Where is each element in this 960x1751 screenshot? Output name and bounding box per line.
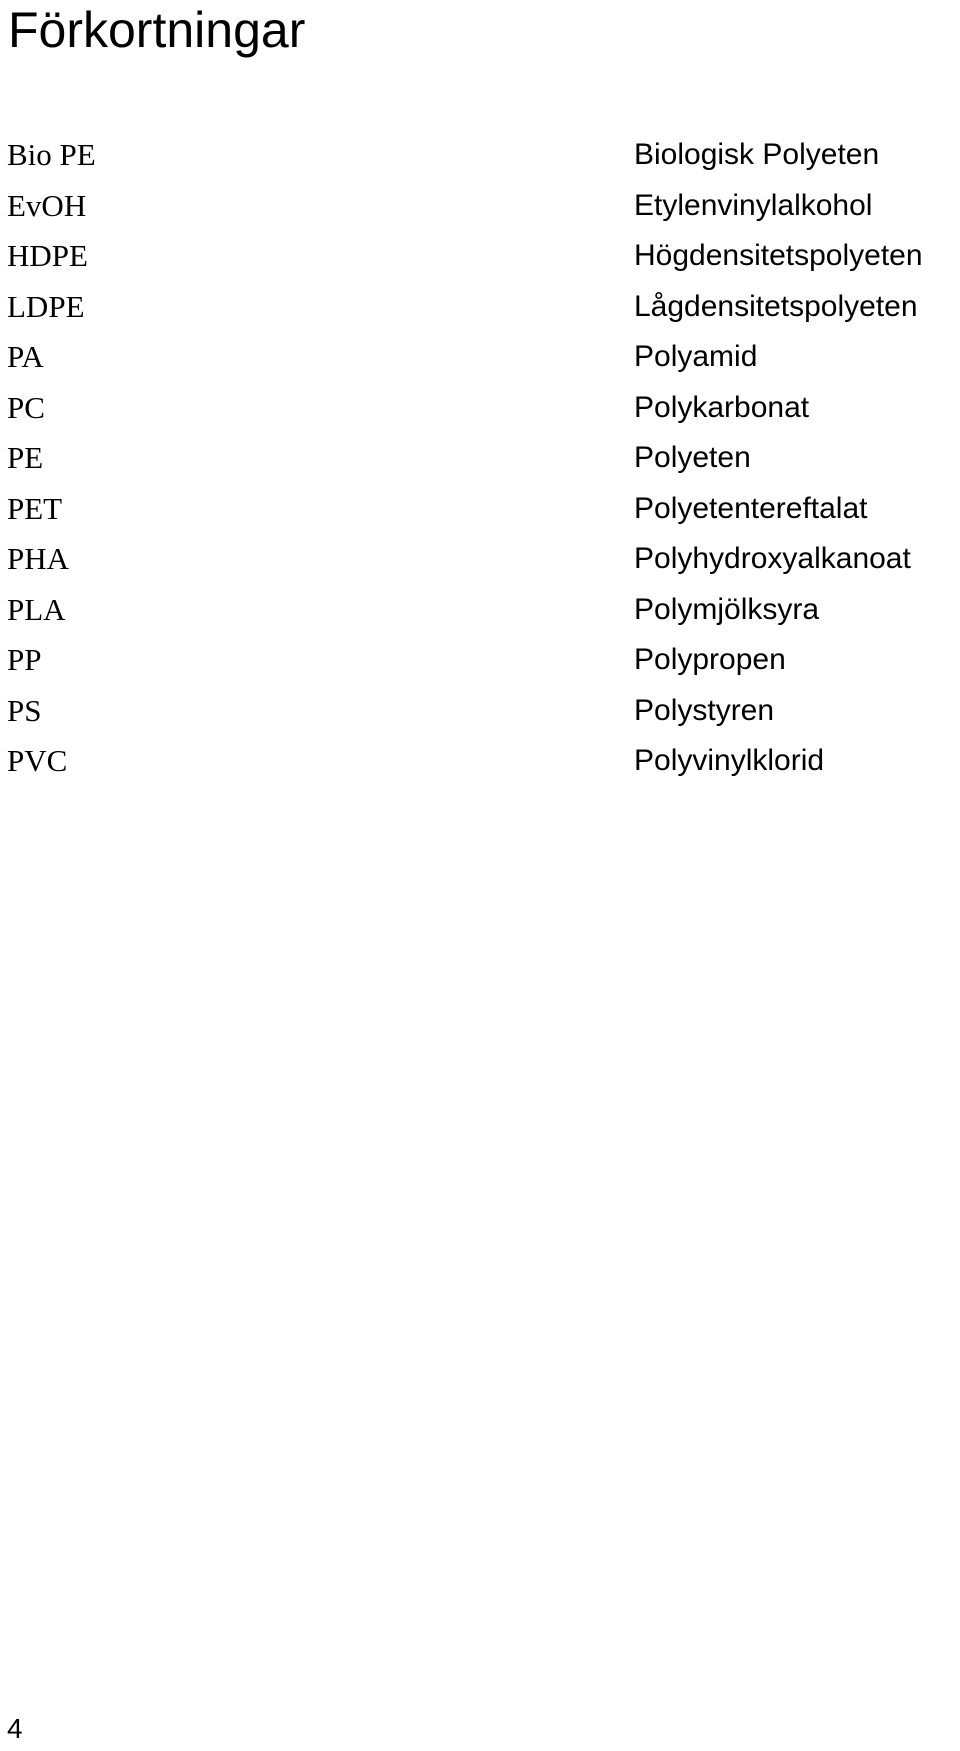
abbreviation-meaning: Lågdensitetspolyeten — [634, 289, 918, 323]
abbreviation-row — [0, 338, 960, 389]
abbreviation-meaning: Biologisk Polyeten — [634, 138, 880, 171]
abbreviation-meaning: Polystyren — [634, 693, 775, 727]
abbreviation-term: PP — [7, 642, 42, 677]
abbreviation-term: PE — [7, 440, 44, 475]
abbreviation-row — [0, 591, 960, 642]
abbreviation-meaning: Polykarbonat — [634, 390, 810, 424]
abbreviation-row — [0, 540, 960, 591]
abbreviation-row — [0, 288, 960, 339]
abbreviation-meaning: Polymjölksyra — [634, 592, 820, 626]
abbreviation-term: PVC — [7, 743, 68, 778]
abbreviation-meaning: Polyetentereftalat — [634, 491, 868, 525]
abbreviation-list — [0, 136, 960, 793]
page-number: 4 — [7, 1713, 23, 1744]
abbreviation-row — [0, 136, 960, 187]
abbreviation-row — [0, 692, 960, 743]
page-title: Förkortningar — [8, 2, 306, 58]
abbreviation-term: LDPE — [7, 288, 85, 324]
abbreviation-term: PS — [7, 692, 42, 728]
abbreviation-term: PLA — [7, 591, 66, 627]
abbreviation-term: Bio PE — [7, 137, 96, 172]
abbreviation-row — [0, 490, 960, 541]
abbreviation-term: HDPE — [7, 238, 88, 273]
abbreviation-row — [0, 187, 960, 238]
abbreviation-meaning: Etylenvinylalkohol — [634, 188, 873, 222]
abbreviation-row — [0, 439, 960, 490]
abbreviation-meaning: Högdensitetspolyeten — [634, 239, 923, 272]
abbreviation-meaning: Polypropen — [634, 643, 786, 676]
abbreviation-row — [0, 389, 960, 440]
abbreviation-term: PET — [7, 490, 63, 526]
abbreviation-term: PC — [7, 389, 45, 425]
abbreviation-term: EvOH — [7, 187, 87, 223]
abbreviation-term: PA — [7, 339, 44, 374]
abbreviation-meaning: Polyamid — [634, 340, 758, 373]
abbreviation-meaning: Polyeten — [634, 441, 751, 474]
abbreviation-meaning: Polyvinylklorid — [634, 744, 825, 777]
abbreviation-row — [0, 641, 960, 692]
abbreviation-row — [0, 742, 960, 793]
abbreviation-term: PHA — [7, 541, 70, 576]
abbreviation-meaning: Polyhydroxyalkanoat — [634, 542, 911, 575]
abbreviation-row — [0, 237, 960, 288]
